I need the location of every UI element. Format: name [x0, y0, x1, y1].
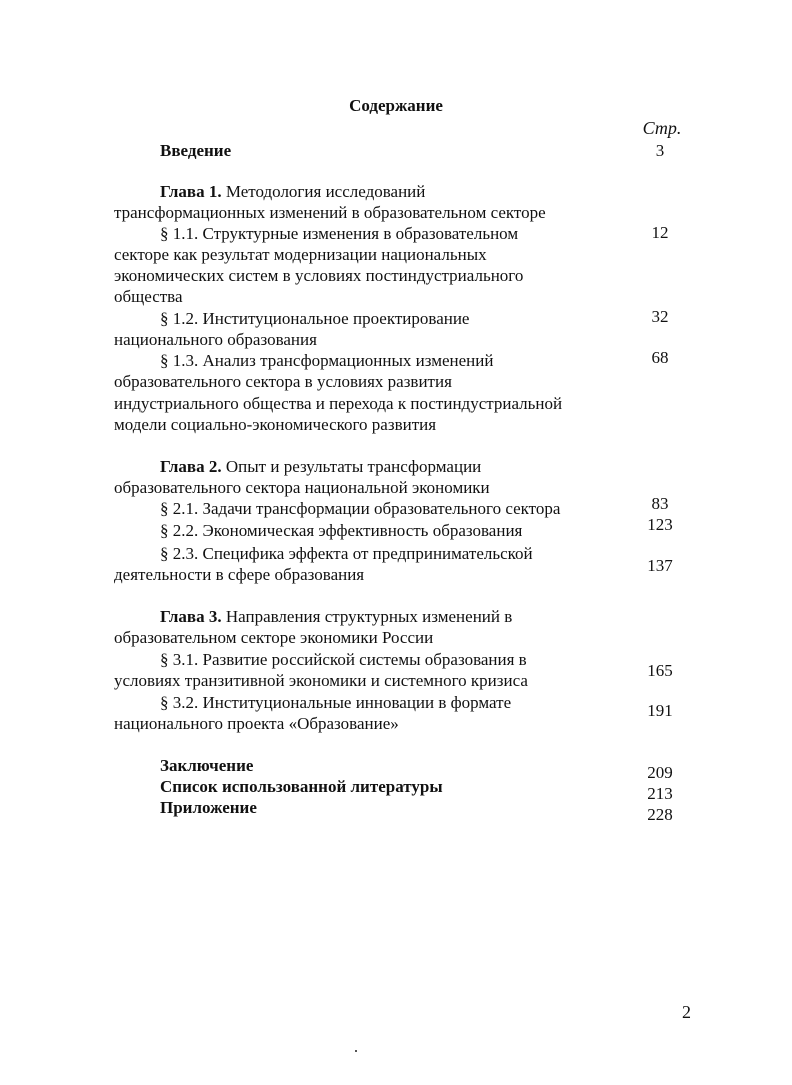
toc-section-1-1-line3: экономических систем в условиях постиндустриального [114, 266, 524, 285]
toc-section-1-3-line2: образовательного сектора в условиях развития [114, 372, 452, 391]
toc-section-3-1-line1: § 3.1. Развитие российской системы образования в [160, 650, 527, 669]
toc-appendix: Приложение [160, 798, 257, 817]
toc-section-2-1-page: 83 [651, 494, 669, 513]
toc-section-3-2-line1: § 3.2. Институциональные инновации в формате [160, 693, 512, 712]
toc-section-2-2-line1: § 2.2. Экономическая эффективность образования [160, 521, 523, 540]
toc-section-3-1-page: 165 [647, 661, 673, 680]
toc-chapter-1 [160, 181, 425, 202]
toc-bibliography-page: 213 [647, 784, 673, 803]
toc-section-2-2-page: 123 [647, 515, 673, 534]
toc-conclusion: Заключение [160, 756, 254, 775]
toc-section-3-1-line2: условиях транзитивной экономики и системного кризиса [114, 671, 528, 690]
chapter-3-number: Глава 3. [160, 607, 222, 626]
toc-chapter-2 [160, 456, 481, 477]
toc-section-1-1-line2: секторе как результат модернизации национальных [114, 245, 487, 264]
chapter-1-title: Методология исследований [221, 182, 426, 201]
chapter-3-title: Направления структурных изменений в [221, 607, 513, 626]
page-title: Содержание [349, 96, 443, 115]
toc-section-1-1-line1: § 1.1. Структурные изменения в образовательном [160, 224, 519, 243]
toc-section-1-2-line1: § 1.2. Институциональное проектирование [160, 309, 470, 328]
chapter-1-number: Глава 1. [160, 182, 222, 201]
toc-section-2-1-line1: § 2.1. Задачи трансформации образовательного сектора [160, 499, 561, 518]
toc-section-1-3-line4: модели социально-экономического развития [114, 415, 437, 434]
toc-section-1-1-line4: общества [114, 287, 183, 306]
toc-chapter-3-line2: образовательном секторе экономики России [114, 628, 434, 647]
toc-section-3-2-page: 191 [647, 701, 673, 720]
page-column-header: Стр. [642, 118, 682, 138]
toc-chapter-2-line2: образовательного сектора национальной экономики [114, 478, 490, 497]
toc-chapter-1-line2: трансформационных изменений в образовательном секторе [114, 203, 546, 222]
chapter-2-number: Глава 2. [160, 457, 222, 476]
toc-section-1-3-line1: § 1.3. Анализ трансформационных изменений [160, 351, 494, 370]
toc-intro: Введение [160, 141, 232, 160]
toc-section-1-1-page: 12 [651, 223, 669, 242]
toc-appendix-page: 228 [647, 805, 673, 824]
toc-section-1-2-page: 32 [651, 307, 669, 326]
toc-section-1-3-page: 68 [651, 348, 669, 367]
toc-conclusion-page: 209 [647, 763, 673, 782]
toc-section-3-2-line2: национального проекта «Образование» [114, 714, 399, 733]
toc-section-2-3-page: 137 [647, 556, 673, 575]
toc-bibliography: Список использованной литературы [160, 777, 443, 796]
toc-section-2-3-line1: § 2.3. Специфика эффекта от предпринимательской [160, 544, 533, 563]
chapter-2-title: Опыт и результаты трансформации [221, 457, 482, 476]
toc-intro-page: 3 [655, 141, 665, 160]
toc-section-1-3-line3: индустриального общества и перехода к постиндустриальной [114, 394, 563, 413]
page-number: 2 [682, 1002, 691, 1022]
toc-section-1-2-line2: национального образования [114, 330, 317, 349]
toc-chapter-3 [160, 606, 512, 627]
scan-speck [355, 1050, 357, 1052]
toc-section-2-3-line2: деятельности в сфере образования [114, 565, 365, 584]
